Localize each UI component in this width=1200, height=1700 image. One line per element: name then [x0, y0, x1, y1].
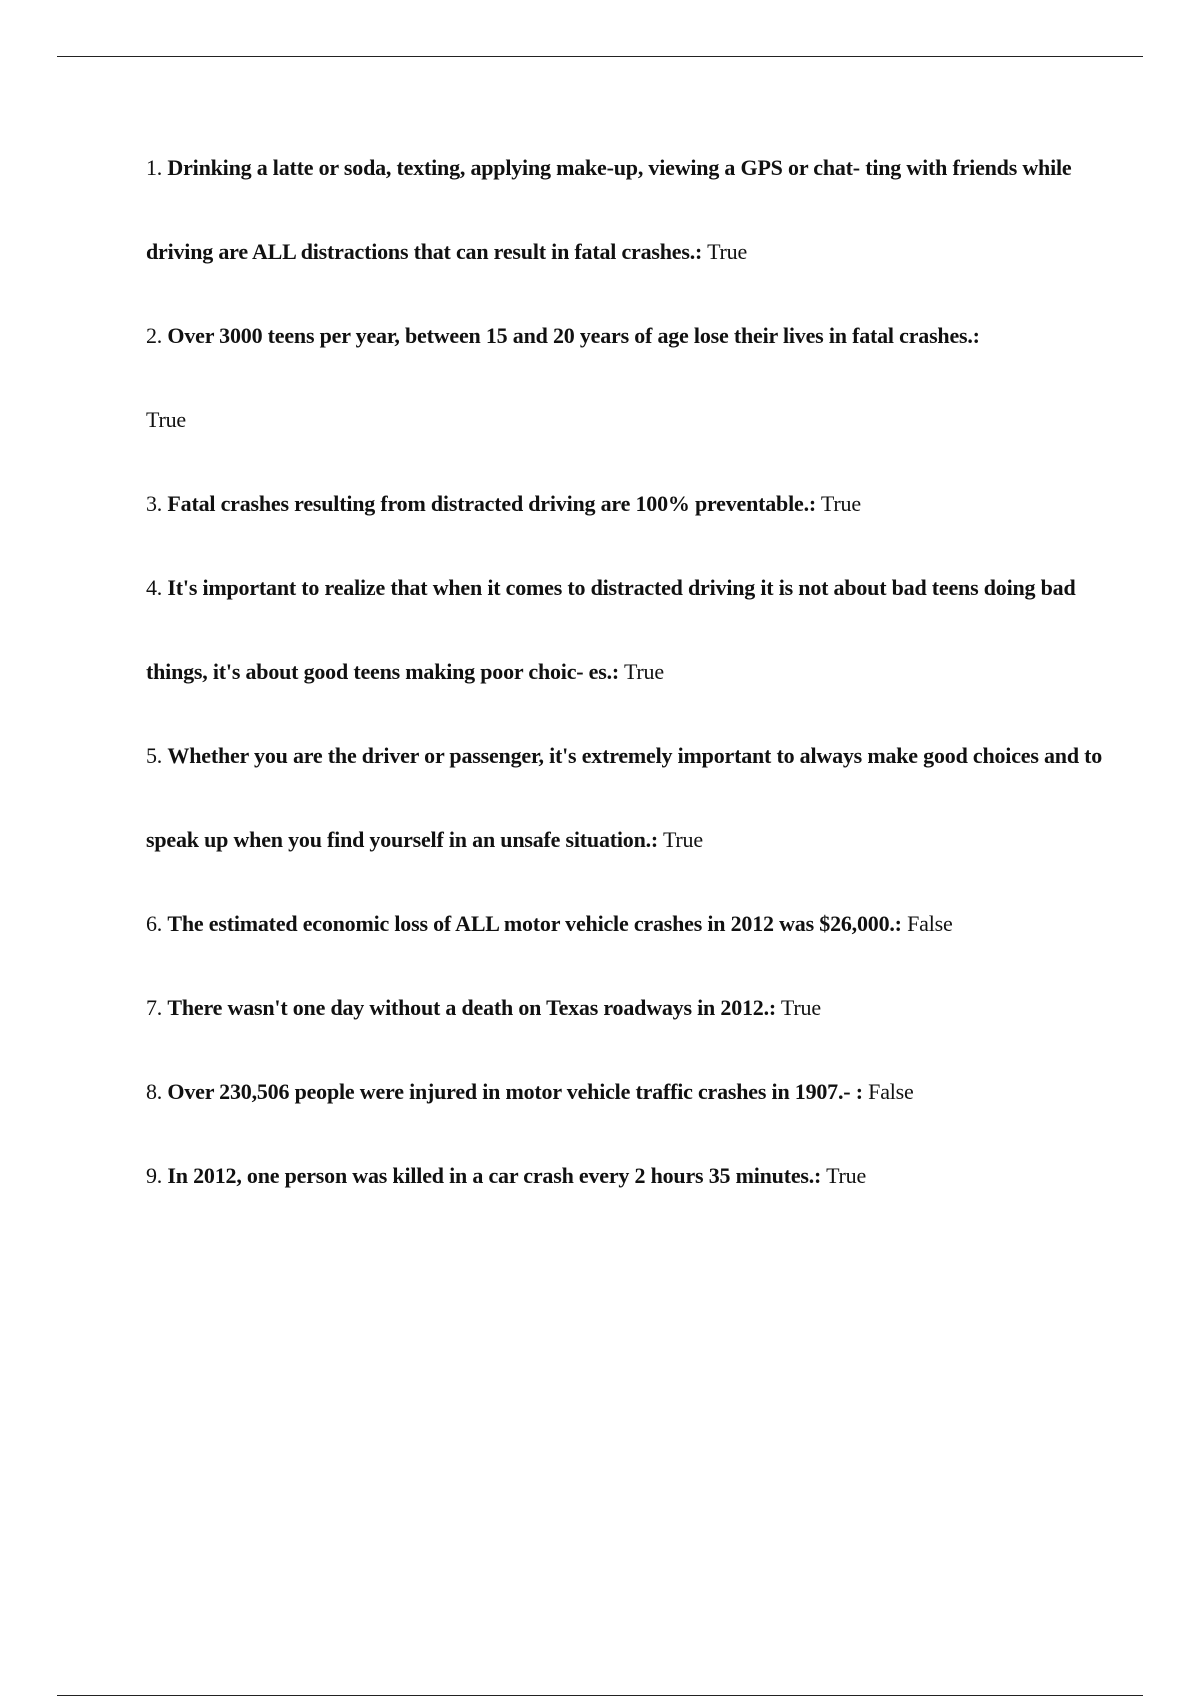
item-answer: False — [907, 911, 953, 936]
list-item — [146, 294, 1106, 462]
top-rule — [57, 56, 1143, 57]
list-item — [146, 1050, 1106, 1134]
item-number: 4. — [146, 575, 163, 600]
item-answer: True — [623, 659, 664, 684]
item-number: 6. — [146, 911, 163, 936]
item-answer: True — [820, 491, 861, 516]
item-question: Whether you are the driver or passenger, it's extremely important to always make good choices and to speak up when you find yourself in an unsafe situation.: — [146, 743, 1103, 852]
item-question: There wasn't one day without a death on Texas roadways in 2012.: — [167, 995, 777, 1020]
item-question: Drinking a latte or soda, texting, applying make-up, viewing a GPS or chat- ting with friends while driving are ALL distractions that can result in fatal crashes.: — [146, 155, 1072, 264]
item-number: 7. — [146, 995, 163, 1020]
list-item — [146, 882, 1106, 966]
item-answer: True — [780, 995, 821, 1020]
item-answer: True — [662, 827, 703, 852]
item-question: Over 230,506 people were injured in motor vehicle traffic crashes in 1907.- : — [167, 1079, 863, 1104]
item-number: 5. — [146, 743, 163, 768]
list-item — [146, 966, 1106, 1050]
item-number: 9. — [146, 1163, 163, 1188]
item-answer: True — [826, 1163, 867, 1188]
item-question: In 2012, one person was killed in a car crash every 2 hours 35 minutes.: — [167, 1163, 822, 1188]
list-item — [146, 1134, 1106, 1218]
item-number: 1. — [146, 155, 163, 180]
list-item — [146, 126, 1106, 294]
item-answer: False — [868, 1079, 914, 1104]
document-body — [146, 126, 1106, 1218]
bottom-rule — [57, 1695, 1143, 1696]
item-answer: True — [707, 239, 748, 264]
item-question: Fatal crashes resulting from distracted driving are 100% preventable.: — [167, 491, 817, 516]
item-number: 3. — [146, 491, 163, 516]
item-question: It's important to realize that when it comes to distracted driving it is not about bad teens doing bad things, it's about good teens making poor choic- es.: — [146, 575, 1076, 684]
item-number: 8. — [146, 1079, 163, 1104]
list-item — [146, 462, 1106, 546]
item-answer: True — [146, 407, 186, 432]
item-question: The estimated economic loss of ALL motor vehicle crashes in 2012 was $26,000.: — [167, 911, 902, 936]
item-number: 2. — [146, 323, 163, 348]
list-item — [146, 546, 1106, 714]
list-item — [146, 714, 1106, 882]
item-question: Over 3000 teens per year, between 15 and 20 years of age lose their lives in fatal crashes.: — [167, 323, 980, 348]
